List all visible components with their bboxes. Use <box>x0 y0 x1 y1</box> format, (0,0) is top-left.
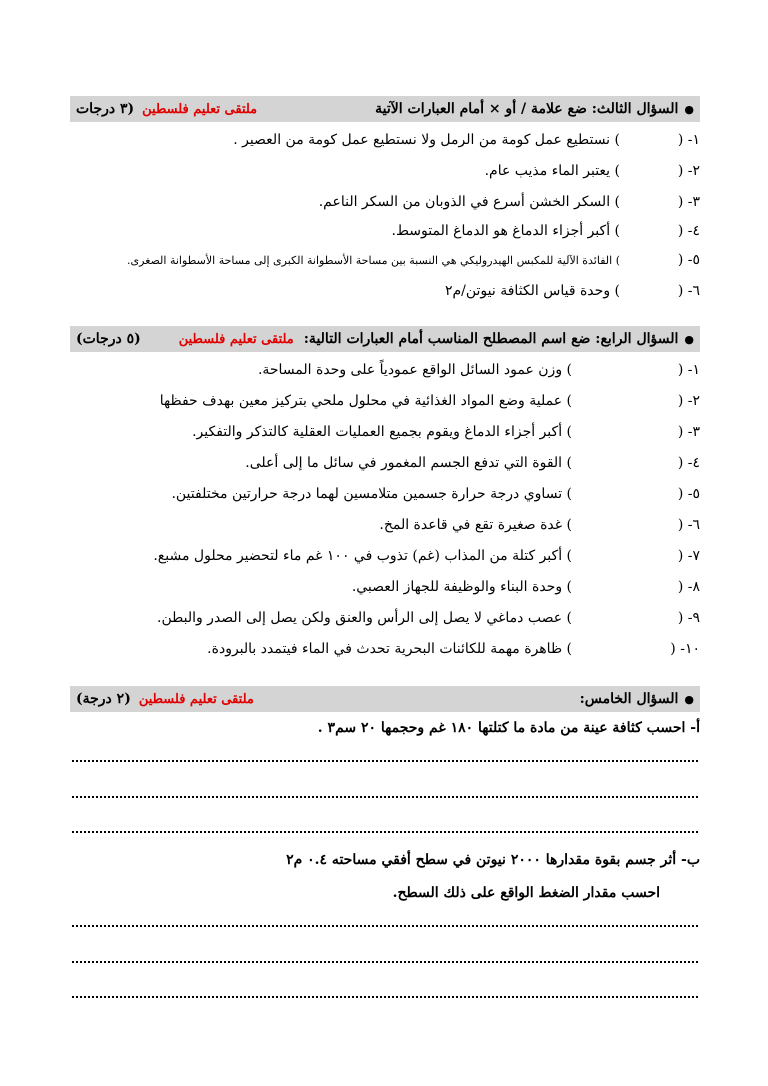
brand-label: ملتقى تعليم فلسطين <box>138 691 254 707</box>
item-number: ٣- ( <box>677 424 700 440</box>
bullet-icon: ● <box>684 332 694 346</box>
brand-label: ملتقى تعليم فلسطين <box>178 331 294 347</box>
q4-item-5 <box>70 482 700 506</box>
item-number: ١٠- ( <box>670 641 700 657</box>
q4-item-3 <box>70 420 700 444</box>
question-5-title: السؤال الخامس: <box>579 691 679 707</box>
item-number: ٥- ( <box>677 486 700 502</box>
item-number: ٤- ( <box>677 223 700 239</box>
question-4-header <box>70 326 700 352</box>
question-5-part-b-instruction: احسب مقدار الضغط الواقع على ذلك السطح. <box>392 885 660 901</box>
bullet-icon: ● <box>684 692 694 706</box>
item-number: ٢- ( <box>677 393 700 409</box>
item-text: ) أكبر أجزاء الدماغ ويقوم بجميع العمليات العقلية كالتذكر والتفكير. <box>192 424 572 440</box>
item-text: ) أكبر كتلة من المذاب (غم) تذوب في ١٠٠ غم ماء لتحضير محلول مشبع. <box>153 548 572 564</box>
q4-item-1 <box>70 358 700 382</box>
item-number: ٤- ( <box>677 455 700 471</box>
q3-item-3 <box>70 190 700 214</box>
brand-label: ملتقى تعليم فلسطين <box>142 101 258 117</box>
item-text: ) يعتبر الماء مذيب عام. <box>484 163 620 179</box>
item-number: ٨- ( <box>677 579 700 595</box>
item-number: ٩- ( <box>677 610 700 626</box>
item-number: ٧- ( <box>677 548 700 564</box>
answer-line[interactable] <box>72 829 698 833</box>
q3-item-1 <box>70 128 700 152</box>
q4-item-9 <box>70 606 700 630</box>
q4-item-8 <box>70 575 700 599</box>
item-number: ١- ( <box>677 132 700 148</box>
item-text: ) السكر الخشن أسرع في الذوبان من السكر الناعم. <box>318 194 620 210</box>
q4-item-6 <box>70 513 700 537</box>
answer-line[interactable] <box>72 758 698 762</box>
item-text: ) أكبر أجزاء الدماغ هو الدماغ المتوسط. <box>391 223 620 239</box>
item-number: ٥- ( <box>677 252 700 268</box>
item-text: ) عصب دماغي لا يصل إلى الرأس والعنق ولكن يصل إلى الصدر والبطن. <box>157 610 572 626</box>
question-3-marks: (٣ درجات <box>76 101 135 117</box>
question-5-header <box>70 686 700 712</box>
question-3-title: السؤال الثالث: ضع علامة / أو × أمام العبارات الآتية <box>375 101 679 117</box>
item-text: ) غدة صغيرة تقع في قاعدة المخ. <box>379 517 572 533</box>
q4-item-7 <box>70 544 700 568</box>
q4-item-4 <box>70 451 700 475</box>
question-5-part-b: ب- أثر جسم بقوة مقدارها ٢٠٠٠ نيوتن في سطح أفقي مساحته ٠.٤ م٢ <box>286 852 700 868</box>
item-number: ٢- ( <box>677 163 700 179</box>
item-text: ) نستطيع عمل كومة من الرمل ولا نستطيع عمل كومة من العصير . <box>233 132 620 148</box>
q3-item-5 <box>70 248 700 272</box>
item-number: ١- ( <box>677 362 700 378</box>
question-5-part-a: أ- احسب كثافة عينة من مادة ما كتلتها ١٨٠ غم وحجمها ٢٠ سم٣ . <box>317 720 700 736</box>
item-number: ٦- ( <box>677 283 700 299</box>
item-text: ) وزن عمود السائل الواقع عمودياً على وحدة المساحة. <box>257 362 572 378</box>
q3-item-4 <box>70 219 700 243</box>
answer-line[interactable] <box>72 994 698 998</box>
question-4-title: السؤال الرابع: ضع اسم المصطلح المناسب أمام العبارات التالية: <box>303 331 679 347</box>
item-text: ) عملية وضع المواد الغذائية في محلول ملحي بتركيز معين بهدف حفظها <box>159 393 572 409</box>
item-text: ) وحدة البناء والوظيفة للجهاز العصبي. <box>351 579 572 595</box>
item-text: ) وحدة قياس الكثافة نيوتن/م٢ <box>444 283 620 299</box>
item-text: ) الفائدة الآلية للمكبس الهيدروليكي هي النسبة بين مساحة الأسطوانة الكبرى إلى مساحة الأسطوانة الصغرى. <box>127 253 620 267</box>
item-number: ٣- ( <box>677 194 700 210</box>
q4-item-10 <box>70 637 700 661</box>
item-text: ) ظاهرة مهمة للكائنات البحرية تحدث في الماء فيتمدد بالبرودة. <box>207 641 572 657</box>
bullet-icon: ● <box>684 102 694 116</box>
item-number: ٦- ( <box>677 517 700 533</box>
q3-item-6 <box>70 279 700 303</box>
answer-line[interactable] <box>72 794 698 798</box>
question-3-header <box>70 96 700 122</box>
item-text: ) القوة التي تدفع الجسم المغمور في سائل ما إلى أعلى. <box>245 455 572 471</box>
q3-item-2 <box>70 159 700 183</box>
question-4-marks: (٥ درجات) <box>76 331 141 347</box>
question-5-marks: (٢ درجة) <box>76 691 131 707</box>
answer-line[interactable] <box>72 923 698 927</box>
item-text: ) تساوي درجة حرارة جسمين متلامسين لهما درجة حرارتين مختلفتين. <box>171 486 572 502</box>
q4-item-2 <box>70 389 700 413</box>
answer-line[interactable] <box>72 959 698 963</box>
